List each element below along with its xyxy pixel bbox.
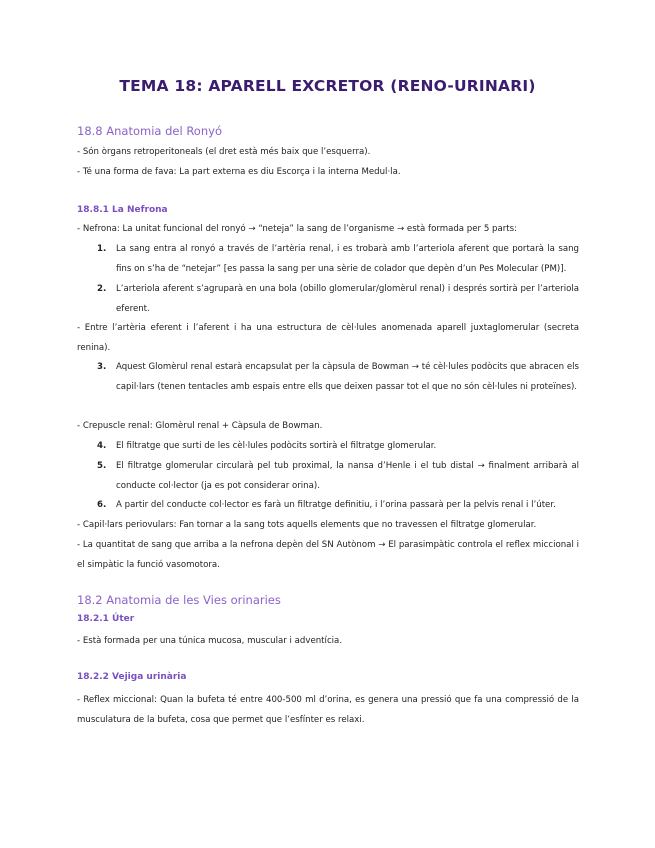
list-item xyxy=(97,495,579,515)
paragraph-nefrona-intro: - Nefrona: La unitat funcional del ronyó → “neteja” la sang de l’organisme → està formada per 5 parts: xyxy=(77,224,518,234)
list-item-text: La sang entra al ronyó a través de l’artèria renal, i es trobarà amb l’arteriola aferent que portarà la sang fins on s’ha de “netejar” [es passa la sang per una sèrie de colador que depèn d’un Pes Molecular (PM)]. xyxy=(116,244,579,274)
paragraph-quantitat-sang: - La quantitat de sang que arriba a la nefrona depèn del SN Autònom → El parasimpàtic controla el reflex miccional i el simpàtic la funció vasomotora. xyxy=(77,540,579,570)
list-item-text: El filtratge que surti de les cèl·lules podòcits sortirà el filtratge glomerular. xyxy=(116,441,437,451)
list-item-text: A partir del conducte col·lector es farà un filtratge definitiu, i l’orina passarà per la pelvis renal i l’úter. xyxy=(116,500,556,510)
list-item xyxy=(97,239,579,279)
list-item-text: El filtratge glomerular circularà pel tub proximal, la nansa d’Henle i el tub distal → finalment arribarà al conducte col·lector (ja es pot considerar orina). xyxy=(116,461,579,491)
list-item xyxy=(97,279,579,319)
list-item-text: Aquest Glomèrul renal estarà encapsulat per la càpsula de Bowman → té cèl·lules podòcits que abracen els capil·lars (tenen tentacles amb espais entre ells que deixen passar tot el que no són cèl·lules ni proteïnes). xyxy=(116,362,579,392)
list-item-number: 3. xyxy=(97,362,107,372)
section-heading-anatomia-ronyo: 18.8 Anatomia del Ronyó xyxy=(77,124,222,138)
subsection-heading-uter: 18.2.1 Úter xyxy=(77,614,135,624)
subsection-heading-nefrona: 18.8.1 La Nefrona xyxy=(77,205,168,215)
paragraph-reflex-miccional: - Reflex miccional: Quan la bufeta té entre 400-500 ml d’orina, es genera una pressió que fa una compressió de la musculatura de la bufeta, cosa que permet que l’esfínter es relaxi. xyxy=(77,695,579,725)
section-heading-vies-orinaries: 18.2 Anatomia de les Vies orinaries xyxy=(77,593,281,607)
paragraph-tunica: - Està formada per una túnica mucosa, muscular i adventícia. xyxy=(77,636,343,646)
paragraph-forma-fava: - Té una forma de fava: La part externa es diu Escorça i la interna Medul·la. xyxy=(77,167,401,177)
list-item-number: 5. xyxy=(97,461,107,471)
list-item xyxy=(97,456,579,496)
list-item-number: 2. xyxy=(97,284,107,294)
paragraph-aparell-juxtaglomerular: - Entre l’artèria eferent i l’aferent i ha una estructura de cèl·lules anomenada aparell juxtaglomerular (secreta renina). xyxy=(77,323,579,353)
page-title: TEMA 18: APARELL EXCRETOR (RENO-URINARI) xyxy=(119,77,536,95)
list-item xyxy=(97,357,579,397)
list-item-number: 4. xyxy=(97,441,107,451)
paragraph-organs-retroperitoneals: - Són òrgans retroperitoneals (el dret està més baix que l’esquerra). xyxy=(77,147,371,157)
paragraph-crepuscle-renal: - Crepuscle renal: Glomèrul renal + Càpsula de Bowman. xyxy=(77,421,323,431)
list-item-text: L’arteriola aferent s’agruparà en una bola (obillo glomerular/glomèrul renal) i després sortirà per l’arteriola eferent. xyxy=(116,284,579,314)
list-item xyxy=(97,436,579,456)
list-item-number: 1. xyxy=(97,244,107,254)
subsection-heading-vejiga: 18.2.2 Vejiga urinària xyxy=(77,672,187,682)
paragraph-capil-lars-periovulars: - Capil·lars periovulars: Fan tornar a la sang tots aquells elements que no travessen el filtratge glomerular. xyxy=(77,520,537,530)
list-item-number: 6. xyxy=(97,500,107,510)
